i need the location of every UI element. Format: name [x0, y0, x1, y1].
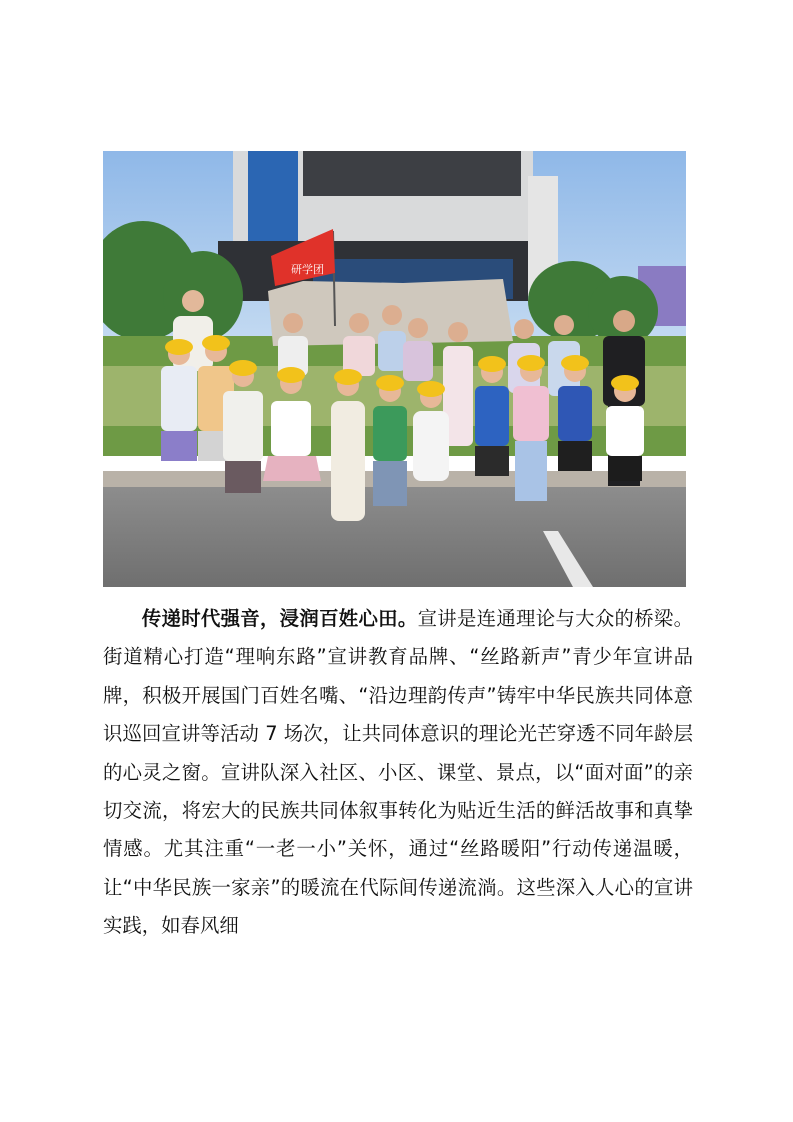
article-body: 宣讲是连通理论与大众的桥梁。街道精心打造“理响东路”宣讲教育品牌、“丝路新声”青少年宣讲品牌，积极开展国门百姓名嘴、“沿边理韵传声”铸牢中华民族共同体意识巡回宣讲等活动 7 场次，让共同体意识的理论光芒穿透不同年龄层的心灵之窗。宣讲队深入社区、小区、课堂、景点，以“面对面”的亲切交流，将宏大的民族共同体叙事转化为贴近生活的鲜活故事和真挚情感。尤其注重“一老一小”关怀，通过“丝路暖阳”行动传递温暖，让“中华民族一家亲”的暖流在代际间传递流淌。这些深入人心的宣讲实践，如春风细 — [103, 607, 694, 938]
group-photo — [103, 151, 686, 587]
article-lead: 传递时代强音，浸润百姓心田。 — [141, 607, 418, 630]
building — [218, 151, 558, 301]
article-paragraph — [103, 600, 693, 946]
flag-text: 研学团 — [291, 263, 324, 276]
